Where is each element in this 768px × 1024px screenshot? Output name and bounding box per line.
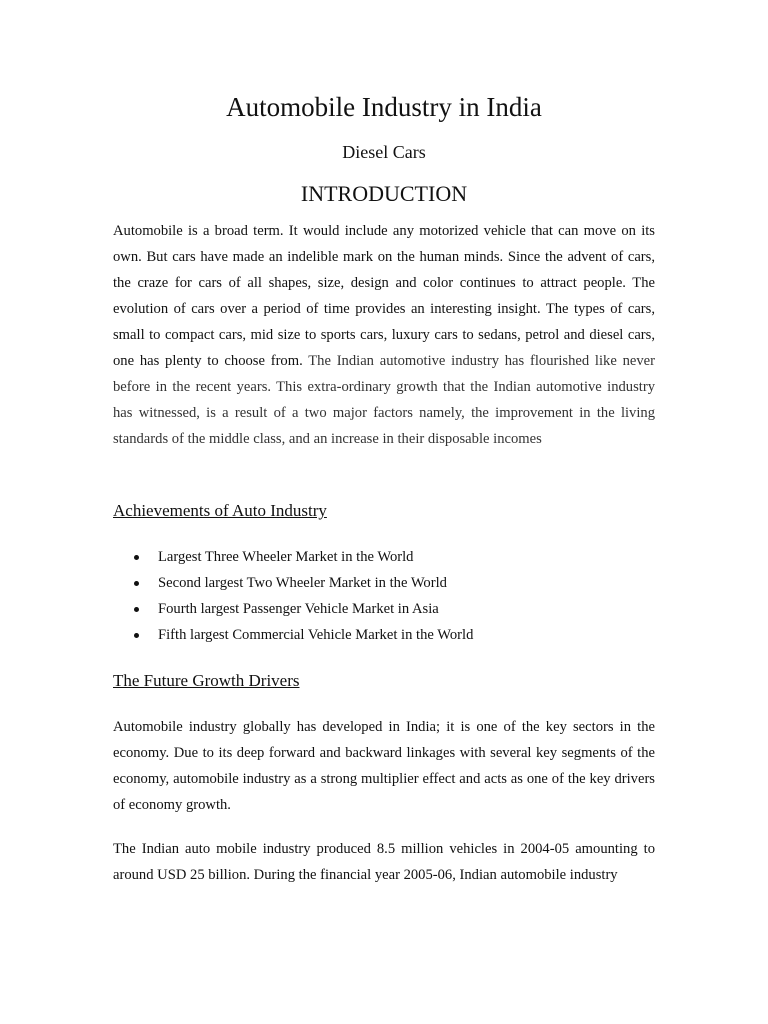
introduction-heading: INTRODUCTION (300, 181, 468, 206)
introduction-paragraph-part1: Automobile is a broad term. It would include any motorized vehicle that can move on its own. But cars have made an indelible mark on the human minds. Since the advent of cars, the craze for cars of all shapes, size, design and color continues to attract people. The evolution of cars over a period of time provides an interesting insight. The types of cars, small to compact cars, mid size to sports cars, luxury cars to sedans, petrol and diesel cars, one has plenty to choose from. (113, 223, 655, 369)
achievement-text: Fifth largest Commercial Vehicle Market in the World (158, 627, 474, 643)
document-title: Automobile Industry in India (226, 92, 542, 122)
achievements-list (113, 544, 655, 648)
introduction-paragraph (113, 218, 655, 452)
achievement-text: Largest Three Wheeler Market in the World (158, 549, 414, 565)
bullet-icon (134, 633, 139, 638)
bullet-icon (134, 581, 139, 586)
future-growth-heading: The Future Growth Drivers (113, 671, 300, 690)
achievement-text: Fourth largest Passenger Vehicle Market in Asia (158, 601, 439, 617)
list-item (113, 544, 655, 570)
introduction-paragraph-part2: The Indian automotive industry has flourished like never before in the recent years. This extra-ordinary growth that the Indian automotive industry has witnessed, is a result of a two major factors namely, the improvement in the living standards of the middle class, and an increase in their disposable incomes (113, 353, 655, 447)
list-item (113, 596, 655, 622)
list-item (113, 622, 655, 648)
bullet-icon (134, 555, 139, 560)
bullet-icon (134, 607, 139, 612)
future-growth-paragraph-1: Automobile industry globally has developed in India; it is one of the key sectors in the economy. Due to its deep forward and backward linkages with several key segments of the economy, automobile industry as a strong multiplier effect and acts as one of the key drivers of economy growth. (113, 719, 655, 813)
achievement-text: Second largest Two Wheeler Market in the World (158, 575, 447, 591)
list-item (113, 570, 655, 596)
document-subtitle: Diesel Cars (342, 142, 426, 162)
future-growth-paragraph-2: The Indian auto mobile industry produced 8.5 million vehicles in 2004-05 amounting to around USD 25 billion. During the financial year 2005-06, Indian automobile industry (113, 841, 655, 883)
achievements-heading: Achievements of Auto Industry (113, 501, 327, 520)
